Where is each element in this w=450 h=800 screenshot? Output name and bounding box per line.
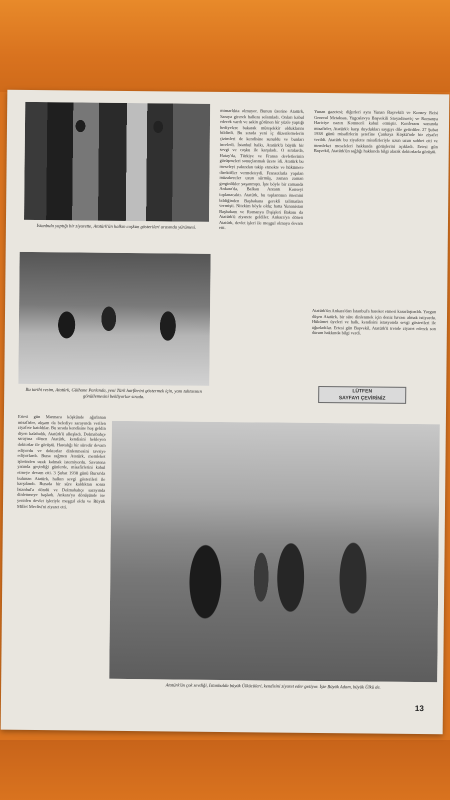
text-column-a: mimarlıkta olmuyor. Bunun üzerine Atatürk, Saraya girerek halkını selamladı. Onları kabul ederek vardı ve sakin görünen bir yüzle yaptığı hediyelere bakarak müteşekkir olduklarını bildirdi. Bu sırada yeni iç düzenlemelerin çizimleri de kendisine sunuldu ve bunları inceledi. İstanbul halkı, Atatürk'ü büyük bir sevgi ve coşku ile karşıladı. O sıralarda, Hatay'da, Türkiye ve Fransa devletlerinin görüşmeleri sonuçlanmak üzere idi. Atatürk bu meseleyi yakından takip etmekte ve hükümete direktifler vermekteydi. Fransızlarla yapılan müzakereler uzun sürmüş, zaman zaman gerginlikler yaşanmıştı. İşte böyle bir zamanda Ankara'da, Balkan Antantı Konseyi toplanacaktı. Atatürk, bu toplantının önemini bildiğinden Başbakana gerekli talimatları vermişti. Nitekim böyle oldu; hatta Yunanistan Başbakanı ve Romanya Dışişleri Bakanı da Atatürk'ü ziyarete geldiler. Ankara'ya dönen Atatürk, devlet işleri ile meşgul olmaya devam etti. [218, 107, 305, 231]
wooden-surface-top [0, 0, 450, 92]
wooden-surface-bottom [0, 740, 450, 800]
magazine-page [1, 90, 450, 735]
turn-page-badge [318, 386, 406, 404]
top-photo [24, 102, 210, 222]
text-column-b-continued: Atatürk'ün Ankara'dan İstanbul'a hareket etmesi kararlaştırıldı. Yorgun düşen Atatürk, bir süre dinlenmek için deniz havası almak istiyordu. Hükümet üyeleri ve halk, kendisini istasyonda sevgi gösterileri ile uğurladılar. Ertesi gün Başvekil, Atatürk'ü trende ziyaret ederek son durum hakkında bilgi verdi. [311, 307, 437, 336]
top-photo-caption: İstanbula yaptığı bir ziyarette, Atatürk'ün halkın coşkun gösterileri arasında yürümesi. [36, 223, 197, 230]
text-column-c: Ertesi gün Marmara köşkünde ağırlanan misafirler, akşam da belediye sarayında verilen ziyafete katıldılar. Bu sırada kendisine hoş geldin diyen kalabalık, Atatürk'ü alkışladı. Dolmabahçe sarayına dönen Atatürk, kendisini bekleyen doktorlar ile görüştü. Hastalığı bir süredir devam ediyordu ve doktorlar dinlenmesini tavsiye ediyorlardı. Buna rağmen Atatürk, memleket işlerinden uzak kalmak istemiyordu. Savarona yatında geçirdiği günlerde, misafirlerini kabul etmeye devam etti. 3 Şubat 1938 günü Bursa'da bulunan Atatürk, halkın sevgi gösterileri ile karşılandı. Burada bir süre kaldıktan sonra İstanbul'a döndü ve Dolmabahçe sarayında dinlenmeye başladı. Ankara'ya dönüşünde ise yeniden devlet işleriyle meşgul oldu ve Büyük Millet Meclisi'ni ziyaret etti. [16, 413, 106, 509]
middle-photo-caption: Bu tarihi resim, Atatürk, Gülhane Parkında, yeni Türk harflerini göstermek için, yanı tahtasının gönüllemesini bekliyorlar sırada. [25, 386, 202, 400]
page-number: 13 [414, 704, 424, 714]
middle-photo [18, 252, 210, 386]
bottom-photo-caption: Atatürk'ün çok sevdiği, İstanbulda büyük Ülkücüleri, kendisini ziyaret eder geziyor. İşte Büyük Adam, büyük Ülkü de. [165, 682, 381, 690]
badge-line-1: LÜTFEN [352, 388, 373, 395]
bottom-photo [109, 421, 440, 682]
badge-line-2: SAYFAYI ÇEVİRİNİZ [338, 395, 386, 402]
text-column-b: Yunan gazetesi; diğerleri aynı Yunan Başvekili ve Konsey Reisi General Metaksas, Yugoslavya Başvekili Stoyadinoviç ve Romanya Hariciye nazırı Komnen'i kabul etmiştir. Konferans sonunda misafirler, Atatürk'e karşı duydukları saygıyı dile getirdiler. 27 Şubat 1938 günü misafirlerin şerefine Çankaya Köşkü'nde bir ziyafet verildi. Atatürk bu ziyafette misafirleriyle uzun uzun sohbet etti ve memleket meseleleri hakkında görüşlerini açıkladı. Ertesi gün Başvekil, Atatürk'ün sağlığı hakkında bilgi alarak doktorlarla görüştü. [313, 108, 439, 155]
